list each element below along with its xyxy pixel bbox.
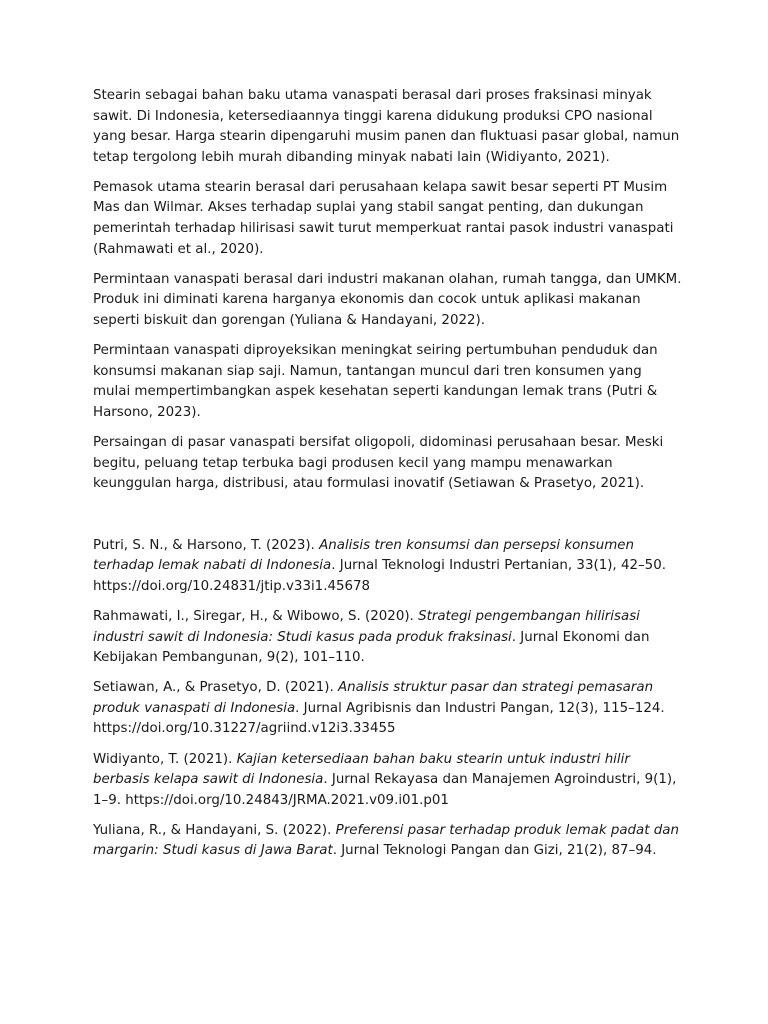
reference-item bbox=[93, 678, 683, 740]
reference-source: . Jurnal Teknologi Industri Pertanian, 33(1), 42–50. https://doi.org/10.24831/jtip.v33i1.45678 bbox=[93, 558, 666, 594]
reference-source: . Jurnal Teknologi Pangan dan Gizi, 21(2), 87–94. bbox=[332, 843, 657, 859]
reference-source: . Jurnal Ekonomi dan Kebijakan Pembangunan, 9(2), 101–110. bbox=[93, 629, 650, 666]
reference-source: . Jurnal Rekayasa dan Manajemen Agroindustri, 9(1), 1–9. https://doi.org/10.24843/JRMA.2021.v09.i01.p01 bbox=[93, 772, 677, 808]
paragraph-stearin-supply: Stearin sebagai bahan baku utama vanaspati berasal dari proses fraksinasi minyak sawit. Di Indonesia, ketersediaannya tinggi karena didukung produksi CPO nasional yang besar. Harga stearin dipengaruhi musim panen dan fluktuasi pasar global, namun tetap tergolong lebih murah dibanding minyak nabati lain (Widiyanto, 2021). bbox=[93, 88, 680, 165]
reference-item bbox=[93, 607, 683, 669]
reference-authors: Yuliana, R., & Handayani, S. (2022). bbox=[93, 822, 336, 838]
paragraph-suppliers: Pemasok utama stearin berasal dari perusahaan kelapa sawit besar seperti PT Musim Mas dan Wilmar. Akses terhadap suplai yang stabil sangat penting, dan dukungan pemerintah terhadap hilirisasi sawit turut memperkuat rantai pasok industri vanaspati (Rahmawati et al., 2020). bbox=[93, 179, 674, 257]
reference-title: Analisis struktur pasar dan strategi pemasaran produk vanaspati di Indonesia bbox=[93, 680, 654, 716]
reference-authors: Putri, S. N., & Harsono, T. (2023). bbox=[93, 537, 320, 553]
reference-title: Strategi pengembangan hilirisasi industri sawit di Indonesia: Studi kasus pada produk fraksinasi bbox=[93, 608, 640, 645]
paragraph-demand-sources: Permintaan vanaspati berasal dari industri makanan olahan, rumah tangga, dan UMKM. Produk ini diminati karena harganya ekonomis dan cocok untuk aplikasi makanan seperti biskuit dan gorengan (Yuliana & Handayani, 2022). bbox=[93, 271, 682, 328]
reference-title: Kajian ketersediaan bahan baku stearin untuk industri hilir berbasis kelapa sawit di Indonesia bbox=[93, 751, 630, 788]
reference-source: . Jurnal Agribisnis dan Industri Pangan, 12(3), 115–124. https://doi.org/10.31227/agriind.v12i3.33455 bbox=[93, 700, 665, 737]
reference-list bbox=[93, 536, 683, 862]
reference-authors: Setiawan, A., & Prasetyo, D. (2021). bbox=[93, 680, 338, 696]
document-content bbox=[93, 86, 683, 872]
body-text bbox=[93, 86, 683, 495]
paragraph-competition: Persaingan di pasar vanaspati bersifat oligopoli, didominasi perusahaan besar. Meski begitu, peluang tetap terbuka bagi produsen kecil yang mampu menawarkan keunggulan harga, distribusi, atau formulasi inovatif (Setiawan & Prasetyo, 2021). bbox=[93, 434, 664, 492]
reference-item bbox=[93, 536, 683, 598]
reference-title: Analisis tren konsumsi dan persepsi konsumen terhadap lemak nabati di Indonesia bbox=[93, 537, 634, 574]
reference-item bbox=[93, 750, 683, 812]
reference-title: Preferensi pasar terhadap produk lemak padat dan margarin: Studi kasus di Jawa Barat bbox=[93, 822, 679, 859]
paragraph-demand-projection: Permintaan vanaspati diproyeksikan meningkat seiring pertumbuhan penduduk dan konsumsi makanan siap saji. Namun, tantangan muncul dari tren konsumen yang mulai mempertimbangkan aspek kesehatan seperti kandungan lemak trans (Putri & Harsono, 2023). bbox=[93, 343, 658, 420]
reference-item bbox=[93, 821, 683, 862]
reference-authors: Widiyanto, T. (2021). bbox=[93, 751, 237, 767]
reference-authors: Rahmawati, I., Siregar, H., & Wibowo, S. (2020). bbox=[93, 608, 419, 624]
